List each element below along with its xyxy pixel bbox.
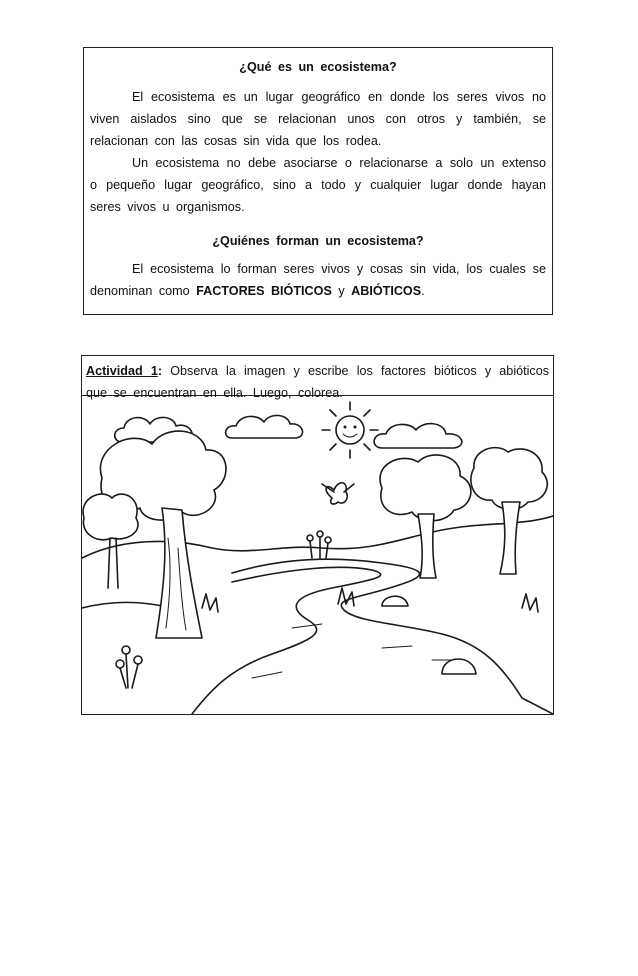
river-icon [192, 559, 553, 714]
factors-connector: y [331, 284, 352, 298]
cloud-icon [226, 415, 303, 438]
activity-instruction [82, 356, 553, 400]
sun-icon [322, 402, 378, 458]
activity-instruction-text: Observa la imagen y escribe los factores bióticos y abióticos que se encuentran en ella. Luego, colorea. [86, 364, 550, 400]
flower-icon [307, 531, 331, 558]
flower-icon [116, 646, 142, 688]
info-box [83, 47, 553, 315]
activity-colon: : [157, 364, 163, 378]
cloud-icon [374, 424, 462, 448]
paragraph-location: Un ecosistema no debe asociarse o relacionarse a solo un extenso o pequeño lugar geográfico, sino a todo y cualquier lugar donde hayan seres vivos u organismos. [90, 156, 546, 214]
rock-icon [442, 659, 476, 674]
rock-icon [382, 596, 408, 606]
ecosystem-coloring-scene[interactable] [82, 398, 553, 714]
term-biotic-factors: FACTORES BIÓTICOS [196, 284, 332, 298]
activity-box [81, 355, 554, 715]
tree-icon [83, 494, 138, 588]
paragraph-definition: El ecosistema es un lugar geográfico en donde los seres vivos no viven aislados sino que se relacionan unos con otros y también, se relacionan con las cosas sin vida que los rodea. [90, 90, 546, 148]
factors-text-end: . [421, 284, 425, 298]
heading-what-is-ecosystem: ¿Qué es un ecosistema? [239, 60, 397, 74]
tree-icon [471, 448, 547, 574]
term-abiotic: ABIÓTICOS [351, 284, 422, 298]
heading-who-forms-ecosystem: ¿Quiénes forman un ecosistema? [212, 234, 424, 248]
activity-label: Actividad 1 [86, 364, 158, 378]
paragraph-factors [90, 258, 546, 302]
factors-text-start: El ecosistema lo forman seres vivos y cosas sin vida, los cuales se denominan como [90, 262, 546, 298]
tree-icon [380, 455, 471, 578]
bird-icon [322, 483, 354, 504]
